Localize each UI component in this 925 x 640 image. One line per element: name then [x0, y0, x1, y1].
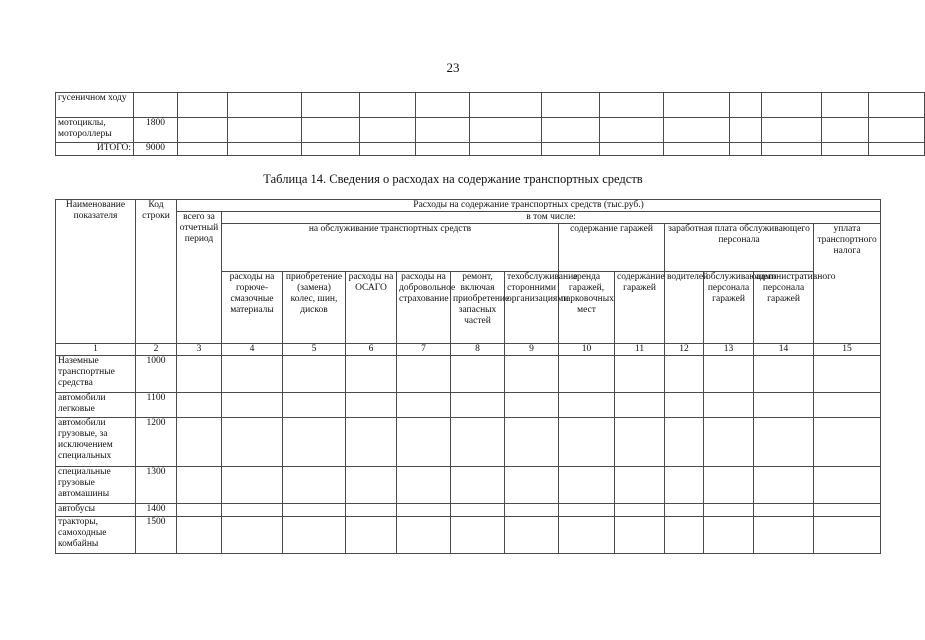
table-row [56, 93, 925, 118]
row-name: автомобили легковые [56, 393, 136, 418]
header-salary: заработная плата обслуживающего персонала [665, 224, 814, 272]
header-name: Наименование показателя [56, 200, 136, 344]
column-number: 13 [704, 344, 754, 356]
top-table-fragment [55, 92, 925, 156]
row-code: 1500 [136, 517, 177, 554]
header-col-10: аренда гаражей, парковочных мест [559, 272, 615, 344]
header-tax: уплата транспортного налога [814, 224, 881, 344]
row-code: 1100 [136, 393, 177, 418]
column-number: 11 [615, 344, 665, 356]
header-col-13: обслуживающего персонала гаражей [704, 272, 754, 344]
column-number: 2 [136, 344, 177, 356]
table-row [56, 393, 881, 418]
table-row [56, 118, 925, 143]
header-code: Код строки [136, 200, 177, 344]
row-code: 1300 [136, 467, 177, 504]
table-caption: Таблица 14. Сведения о расходах на содержание транспортных средств [263, 172, 643, 186]
header-col-6: расходы на ОСАГО [346, 272, 397, 344]
column-number: 10 [559, 344, 615, 356]
row-name: мотоциклы, мотороллеры [56, 118, 134, 143]
row-code: 1200 [136, 418, 177, 467]
row-name: специальные грузовые автомашины [56, 467, 136, 504]
column-number: 9 [505, 344, 559, 356]
header-col-5: приобретение (замена) колес, шин, дисков [283, 272, 346, 344]
header-expenses: Расходы на содержание транспортных средств (тыс.руб.) [177, 200, 881, 212]
header-col-14: административного персонала гаражей [754, 272, 814, 344]
column-number: 6 [346, 344, 397, 356]
table-row [56, 356, 881, 393]
page-number: 23 [446, 60, 460, 75]
table-row [56, 143, 925, 156]
table-row [56, 504, 881, 517]
header-including: в том числе: [222, 212, 881, 224]
column-number: 3 [177, 344, 222, 356]
column-number: 5 [283, 344, 346, 356]
row-code [134, 93, 178, 118]
header-service: на обслуживание транспортных средств [222, 224, 559, 272]
row-name: автомобили грузовые, за исключением специальных [56, 418, 136, 467]
table-row [56, 467, 881, 504]
header-total: всего за отчетный период [177, 212, 222, 344]
column-number: 7 [397, 344, 451, 356]
row-name: ИТОГО: [56, 143, 134, 156]
row-name: автобусы [56, 504, 136, 517]
row-code: 9000 [134, 143, 178, 156]
table-row [56, 517, 881, 554]
column-number: 8 [451, 344, 505, 356]
transport-expenses-table [55, 199, 881, 554]
header-col-4: расходы на горюче-смазочные материалы [222, 272, 283, 344]
table-row [56, 418, 881, 467]
header-garages: содержание гаражей [559, 224, 665, 272]
column-number: 4 [222, 344, 283, 356]
column-number: 14 [754, 344, 814, 356]
column-number: 1 [56, 344, 136, 356]
row-name: гусеничном ходу [56, 93, 134, 118]
header-col-9: техобслуживание сторонними организациями [505, 272, 559, 344]
row-code: 1800 [134, 118, 178, 143]
header-col-7: расходы на добровольное страхование [397, 272, 451, 344]
row-name: Наземные транспортные средства [56, 356, 136, 393]
column-number: 15 [814, 344, 881, 356]
header-col-12: водителей [665, 272, 704, 344]
row-code: 1400 [136, 504, 177, 517]
header-col-11: содержание гаражей [615, 272, 665, 344]
row-name: тракторы, самоходные комбайны [56, 517, 136, 554]
column-number: 12 [665, 344, 704, 356]
header-col-8: ремонт, включая приобретение запасных частей [451, 272, 505, 344]
row-code: 1000 [136, 356, 177, 393]
column-numbers-row [56, 344, 881, 356]
